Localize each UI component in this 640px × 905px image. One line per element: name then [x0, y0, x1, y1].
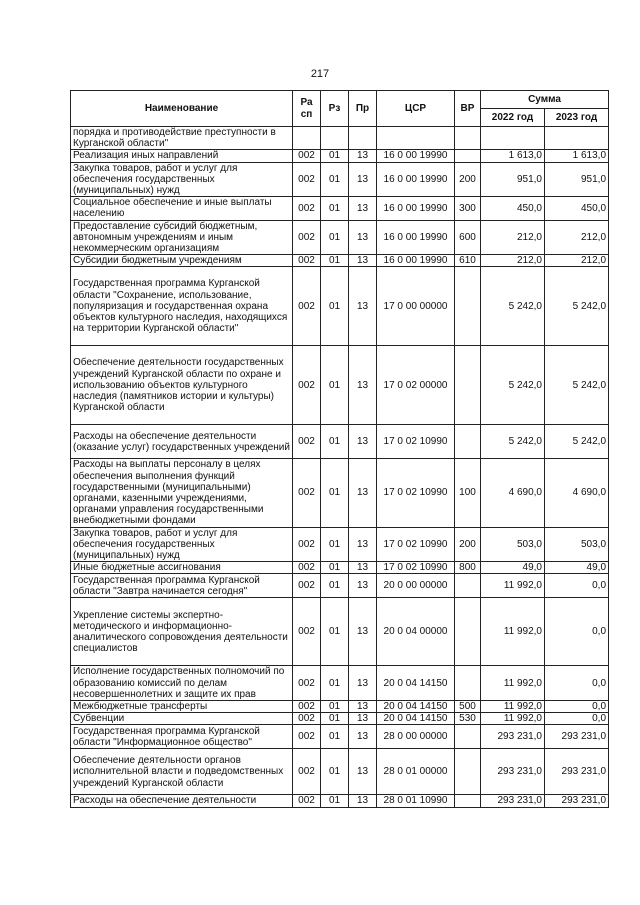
cell-pr: 13	[349, 527, 377, 562]
cell-y2023: 4 690,0	[545, 459, 609, 527]
table-row	[71, 127, 609, 150]
cell-vr	[455, 267, 481, 346]
cell-y2022: 5 242,0	[481, 425, 545, 459]
cell-pr: 13	[349, 267, 377, 346]
cell-y2023: 293 231,0	[545, 725, 609, 749]
cell-rasp: 002	[293, 725, 321, 749]
cell-y2022: 5 242,0	[481, 346, 545, 425]
header-vr: ВР	[455, 91, 481, 127]
table-row	[71, 666, 609, 701]
cell-y2022: 49,0	[481, 562, 545, 574]
cell-rz: 01	[321, 255, 349, 267]
cell-y2023: 1 613,0	[545, 150, 609, 162]
cell-vr: 200	[455, 162, 481, 197]
cell-csr: 17 0 02 10990	[377, 459, 455, 527]
cell-y2023: 0,0	[545, 666, 609, 701]
cell-name: Предоставление субсидий бюджетным, автономным учреждениям и иным некоммерческим организациям	[71, 220, 293, 255]
cell-vr	[455, 749, 481, 795]
cell-name: Укрепление системы экспертно-методического и информационно-аналитического сопровождения деятельности специалистов	[71, 598, 293, 666]
cell-y2023: 5 242,0	[545, 267, 609, 346]
cell-rasp: 002	[293, 749, 321, 795]
cell-y2022: 212,0	[481, 255, 545, 267]
cell-pr: 13	[349, 562, 377, 574]
cell-vr	[455, 666, 481, 701]
cell-name: Государственная программа Курганской области "Информационное общество"	[71, 725, 293, 749]
cell-rasp: 002	[293, 267, 321, 346]
cell-rz: 01	[321, 666, 349, 701]
table-row	[71, 346, 609, 425]
cell-rz: 01	[321, 574, 349, 598]
table-row	[71, 574, 609, 598]
cell-name: Межбюджетные трансферты	[71, 701, 293, 713]
cell-rz: 01	[321, 197, 349, 220]
cell-rz	[321, 127, 349, 150]
cell-rasp: 002	[293, 162, 321, 197]
cell-pr: 13	[349, 162, 377, 197]
cell-rz: 01	[321, 749, 349, 795]
cell-rasp: 002	[293, 220, 321, 255]
header-name: Наименование	[71, 91, 293, 127]
cell-rasp: 002	[293, 795, 321, 807]
cell-rasp: 002	[293, 701, 321, 713]
cell-y2022: 11 992,0	[481, 598, 545, 666]
cell-rasp: 002	[293, 150, 321, 162]
table-row	[71, 162, 609, 197]
table-row	[71, 527, 609, 562]
header-rz: Рз	[321, 91, 349, 127]
cell-rasp: 002	[293, 666, 321, 701]
cell-csr: 28 0 01 10990	[377, 795, 455, 807]
cell-rz: 01	[321, 598, 349, 666]
cell-rasp: 002	[293, 425, 321, 459]
cell-csr: 16 0 00 19990	[377, 197, 455, 220]
cell-name: Субвенции	[71, 713, 293, 725]
table-row	[71, 795, 609, 807]
cell-name: Государственная программа Курганской области "Завтра начинается сегодня"	[71, 574, 293, 598]
cell-name: Расходы на обеспечение деятельности	[71, 795, 293, 807]
cell-vr: 300	[455, 197, 481, 220]
cell-y2023: 951,0	[545, 162, 609, 197]
cell-csr: 17 0 02 00000	[377, 346, 455, 425]
cell-y2023: 0,0	[545, 713, 609, 725]
cell-name: Расходы на выплаты персоналу в целях обеспечения выполнения функций государственными (муниципальными) органами, казенными учреждениями, органами управления государственными внебюджетными фондами	[71, 459, 293, 527]
cell-y2023: 450,0	[545, 197, 609, 220]
cell-pr: 13	[349, 749, 377, 795]
cell-rz: 01	[321, 795, 349, 807]
cell-y2023: 49,0	[545, 562, 609, 574]
cell-y2023: 293 231,0	[545, 795, 609, 807]
cell-csr: 28 0 01 00000	[377, 749, 455, 795]
cell-pr: 13	[349, 255, 377, 267]
cell-name: порядка и противодействие преступности в Курганской области"	[71, 127, 293, 150]
cell-pr: 13	[349, 425, 377, 459]
table-body	[71, 127, 609, 808]
cell-rz: 01	[321, 459, 349, 527]
cell-name: Закупка товаров, работ и услуг для обеспечения государственных (муниципальных) нужд	[71, 527, 293, 562]
cell-csr: 20 0 04 14150	[377, 666, 455, 701]
cell-rz: 01	[321, 425, 349, 459]
cell-pr: 13	[349, 150, 377, 162]
cell-rz: 01	[321, 220, 349, 255]
cell-csr: 20 0 00 00000	[377, 574, 455, 598]
cell-csr: 28 0 00 00000	[377, 725, 455, 749]
cell-vr: 530	[455, 713, 481, 725]
cell-vr: 600	[455, 220, 481, 255]
cell-y2022: 293 231,0	[481, 749, 545, 795]
cell-name: Обеспечение деятельности органов исполнительной власти и подведомственных учреждений Курганской области	[71, 749, 293, 795]
cell-pr: 13	[349, 666, 377, 701]
table-row	[71, 725, 609, 749]
table-row	[71, 197, 609, 220]
cell-csr	[377, 127, 455, 150]
cell-pr: 13	[349, 701, 377, 713]
cell-name: Субсидии бюджетным учреждениям	[71, 255, 293, 267]
table-row	[71, 598, 609, 666]
cell-vr: 100	[455, 459, 481, 527]
cell-y2022: 293 231,0	[481, 725, 545, 749]
cell-y2022: 4 690,0	[481, 459, 545, 527]
cell-csr: 20 0 04 14150	[377, 713, 455, 725]
cell-vr	[455, 127, 481, 150]
cell-csr: 17 0 00 00000	[377, 267, 455, 346]
cell-rz: 01	[321, 725, 349, 749]
table-row	[71, 459, 609, 527]
cell-name: Исполнение государственных полномочий по образованию комиссий по делам несовершеннолетних и защите их прав	[71, 666, 293, 701]
cell-y2022: 212,0	[481, 220, 545, 255]
cell-rz: 01	[321, 701, 349, 713]
cell-csr: 16 0 00 19990	[377, 150, 455, 162]
cell-y2022: 951,0	[481, 162, 545, 197]
cell-rasp: 002	[293, 574, 321, 598]
table-row	[71, 150, 609, 162]
page-number: 217	[310, 68, 330, 80]
cell-rasp: 002	[293, 527, 321, 562]
table-row	[71, 701, 609, 713]
cell-vr	[455, 425, 481, 459]
cell-y2022: 11 992,0	[481, 574, 545, 598]
cell-rasp: 002	[293, 346, 321, 425]
table-row	[71, 749, 609, 795]
cell-vr	[455, 574, 481, 598]
cell-y2022: 293 231,0	[481, 795, 545, 807]
cell-rasp: 002	[293, 459, 321, 527]
cell-name: Государственная программа Курганской области "Сохранение, использование, популяризация и государственная охрана объектов культурного наследия, находящихся на территории Курганской области"	[71, 267, 293, 346]
cell-vr	[455, 346, 481, 425]
table-row	[71, 713, 609, 725]
cell-rasp	[293, 127, 321, 150]
cell-rasp: 002	[293, 255, 321, 267]
cell-y2022	[481, 127, 545, 150]
table-row	[71, 267, 609, 346]
cell-rasp: 002	[293, 197, 321, 220]
cell-rz: 01	[321, 150, 349, 162]
cell-pr: 13	[349, 220, 377, 255]
cell-rz: 01	[321, 162, 349, 197]
cell-rz: 01	[321, 562, 349, 574]
cell-vr: 610	[455, 255, 481, 267]
cell-y2023: 0,0	[545, 574, 609, 598]
cell-csr: 20 0 04 14150	[377, 701, 455, 713]
cell-pr: 13	[349, 346, 377, 425]
cell-name: Расходы на обеспечение деятельности (оказание услуг) государственных учреждений	[71, 425, 293, 459]
table-row	[71, 220, 609, 255]
cell-csr: 17 0 02 10990	[377, 527, 455, 562]
cell-name: Обеспечение деятельности государственных учреждений Курганской области по охране и использованию объектов культурного наследия (памятников истории и культуры) Курганской области	[71, 346, 293, 425]
cell-rz: 01	[321, 267, 349, 346]
cell-csr: 17 0 02 10990	[377, 425, 455, 459]
cell-vr: 200	[455, 527, 481, 562]
cell-y2023: 5 242,0	[545, 425, 609, 459]
cell-vr	[455, 598, 481, 666]
cell-csr: 20 0 04 00000	[377, 598, 455, 666]
cell-y2022: 11 992,0	[481, 666, 545, 701]
cell-pr: 13	[349, 574, 377, 598]
cell-rasp: 002	[293, 598, 321, 666]
cell-y2023: 5 242,0	[545, 346, 609, 425]
cell-vr	[455, 725, 481, 749]
cell-vr	[455, 795, 481, 807]
cell-rz: 01	[321, 713, 349, 725]
header-pr: Пр	[349, 91, 377, 127]
cell-name: Социальное обеспечение и иные выплаты населению	[71, 197, 293, 220]
cell-csr: 16 0 00 19990	[377, 255, 455, 267]
cell-y2022: 450,0	[481, 197, 545, 220]
header-2022: 2022 год	[481, 109, 545, 127]
cell-rasp: 002	[293, 713, 321, 725]
cell-y2022: 11 992,0	[481, 701, 545, 713]
cell-pr: 13	[349, 197, 377, 220]
cell-y2023: 293 231,0	[545, 749, 609, 795]
cell-pr	[349, 127, 377, 150]
cell-y2022: 11 992,0	[481, 713, 545, 725]
cell-pr: 13	[349, 795, 377, 807]
cell-vr: 800	[455, 562, 481, 574]
cell-csr: 17 0 02 10990	[377, 562, 455, 574]
budget-table	[70, 90, 609, 808]
cell-vr: 500	[455, 701, 481, 713]
cell-y2023: 0,0	[545, 701, 609, 713]
cell-csr: 16 0 00 19990	[377, 162, 455, 197]
header-2023: 2023 год	[545, 109, 609, 127]
table-row	[71, 255, 609, 267]
cell-y2022: 1 613,0	[481, 150, 545, 162]
table-row	[71, 425, 609, 459]
header-sum: Сумма	[481, 91, 609, 109]
cell-pr: 13	[349, 713, 377, 725]
header-csr: ЦСР	[377, 91, 455, 127]
cell-csr: 16 0 00 19990	[377, 220, 455, 255]
header-rasp: Ра сп	[293, 91, 321, 127]
cell-y2023: 212,0	[545, 220, 609, 255]
cell-rz: 01	[321, 527, 349, 562]
cell-name: Закупка товаров, работ и услуг для обеспечения государственных (муниципальных) нужд	[71, 162, 293, 197]
cell-y2023: 0,0	[545, 598, 609, 666]
cell-y2022: 503,0	[481, 527, 545, 562]
cell-name: Реализация иных направлений	[71, 150, 293, 162]
cell-pr: 13	[349, 459, 377, 527]
table-header	[71, 91, 609, 127]
cell-y2023: 503,0	[545, 527, 609, 562]
cell-rz: 01	[321, 346, 349, 425]
cell-y2023: 212,0	[545, 255, 609, 267]
cell-rasp: 002	[293, 562, 321, 574]
cell-vr	[455, 150, 481, 162]
cell-y2023	[545, 127, 609, 150]
table-row	[71, 562, 609, 574]
cell-y2022: 5 242,0	[481, 267, 545, 346]
cell-pr: 13	[349, 725, 377, 749]
cell-pr: 13	[349, 598, 377, 666]
cell-name: Иные бюджетные ассигнования	[71, 562, 293, 574]
